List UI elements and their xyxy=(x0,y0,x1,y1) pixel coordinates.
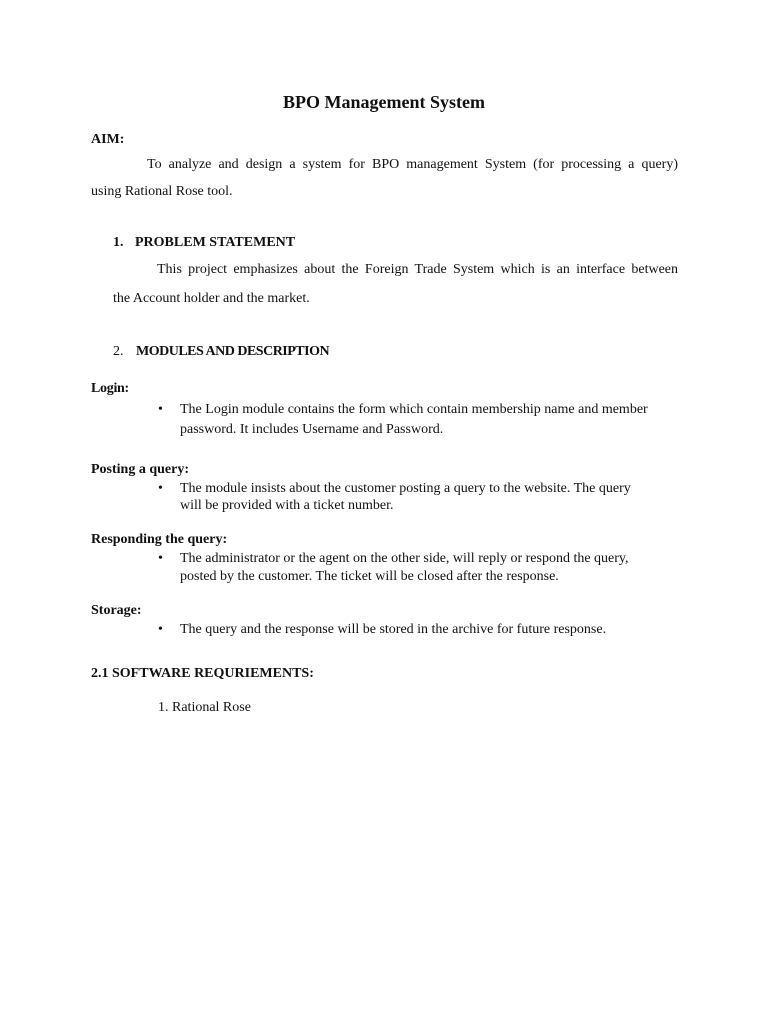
module-responding-line-2: posted by the customer. The ticket will be closed after the response. xyxy=(180,569,559,584)
bullet-icon: • xyxy=(158,402,163,417)
aim-text-line-1: To analyze and design a system for BPO management System (for processing a query) xyxy=(147,157,678,172)
module-posting-line-2: will be provided with a ticket number. xyxy=(180,498,394,513)
module-label-login: Login: xyxy=(91,381,129,396)
page-title: BPO Management System xyxy=(283,92,485,112)
bullet-icon: • xyxy=(158,481,163,496)
problem-text-line-1: This project emphasizes about the Foreign Trade System which is an interface between xyxy=(157,262,678,277)
module-label-storage: Storage: xyxy=(91,603,142,618)
bullet-icon: • xyxy=(158,622,163,637)
module-label-responding: Responding the query: xyxy=(91,532,228,547)
bullet-icon: • xyxy=(158,551,163,566)
problem-text-line-2: the Account holder and the market. xyxy=(113,291,310,306)
module-responding-line-1: The administrator or the agent on the other side, will reply or respond the query, xyxy=(180,551,629,566)
module-login-line-1: The Login module contains the form which contain membership name and member xyxy=(180,402,648,417)
aim-text-line-2: using Rational Rose tool. xyxy=(91,184,233,199)
problem-number: 1. xyxy=(113,235,124,250)
aim-heading: AIM: xyxy=(91,132,125,147)
module-storage-line-1: The query and the response will be stored in the archive for future response. xyxy=(180,622,607,637)
software-heading: 2.1 SOFTWARE REQURIEMENTS: xyxy=(91,666,314,681)
module-login-line-2: password. It includes Username and Password. xyxy=(180,422,444,437)
module-posting-line-1: The module insists about the customer posting a query to the website. The query xyxy=(180,481,631,496)
module-label-posting: Posting a query: xyxy=(91,462,189,477)
modules-heading: MODULES AND DESCRIPTION xyxy=(136,344,330,359)
software-item: 1. Rational Rose xyxy=(158,700,251,715)
modules-number: 2. xyxy=(113,344,124,359)
problem-heading: PROBLEM STATEMENT xyxy=(135,235,296,250)
